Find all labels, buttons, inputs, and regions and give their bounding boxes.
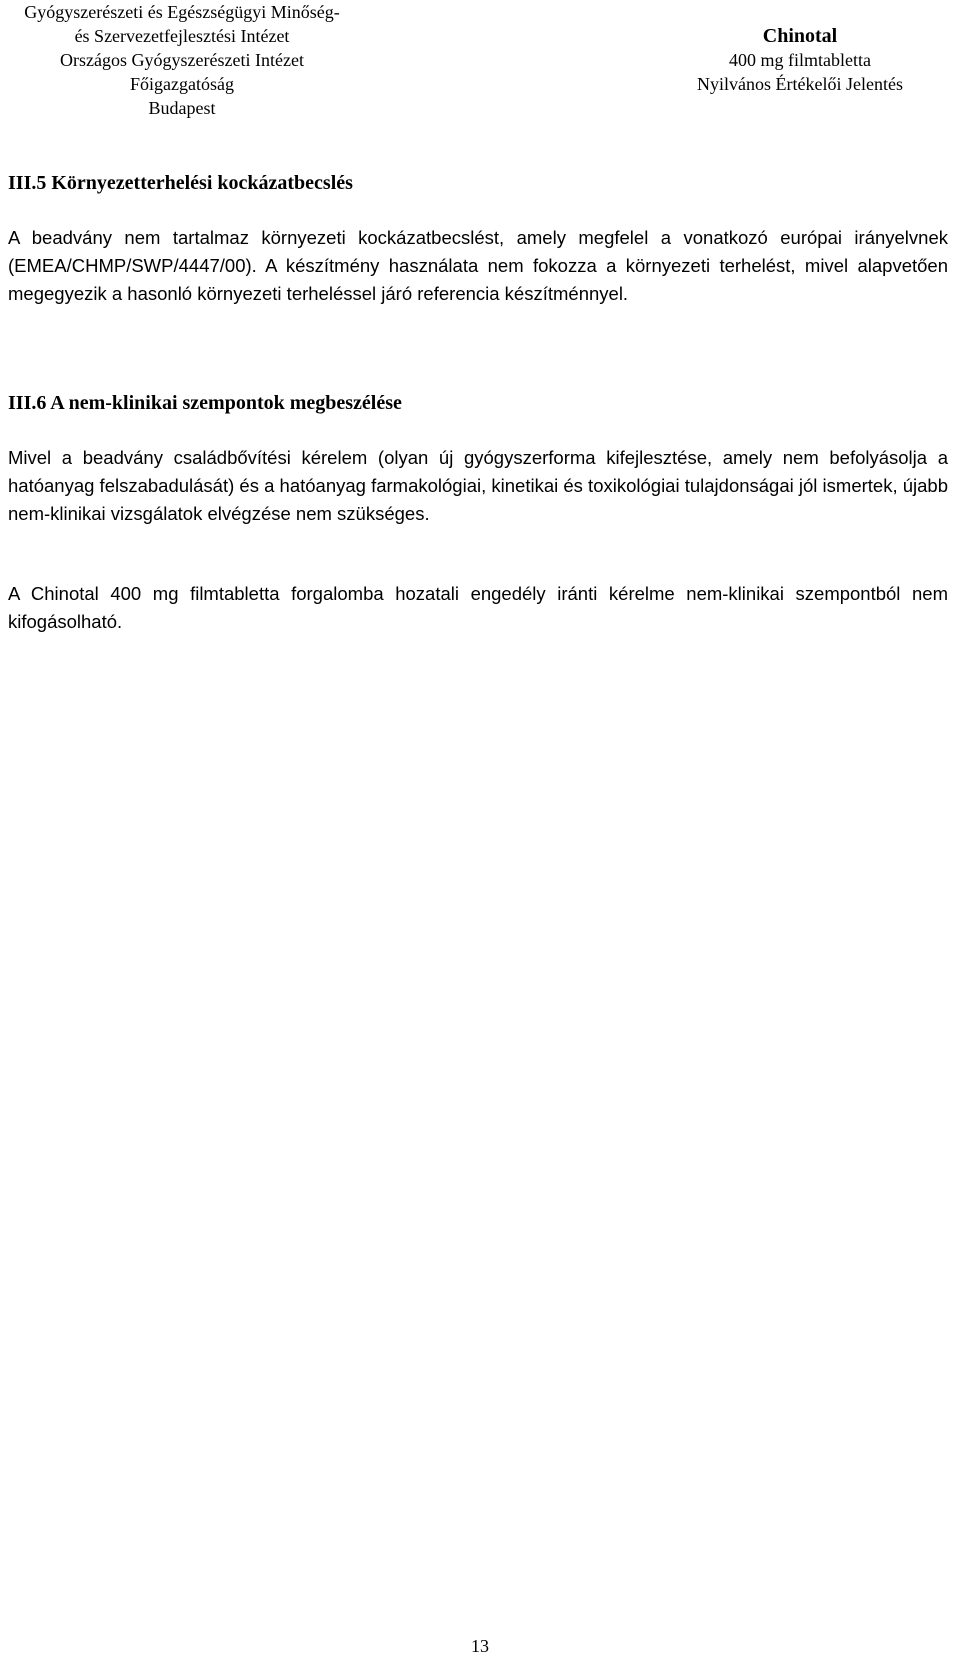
section-3-5-body: A beadvány nem tartalmaz környezeti kockázatbecslést, amely megfelel a vonatkozó európai irányelvnek (EMEA/CHMP/SWP/4447/00). A készítmény használata nem fokozza a környezeti terhelést, mivel alapvetően megegyezik a hasonló környezeti terheléssel járó referencia készítménnyel. (8, 227, 948, 304)
section-3-5-title: III.5 Környezetterhelési kockázatbecslés (8, 172, 353, 194)
section-3-6-body-1: Mivel a beadvány családbővítési kérelem (olyan új gyógyszerforma kifejlesztése, amely nem befolyásolja a hatóanyag felszabadulását) és a hatóanyag farmakológiai, kinetikai és toxikológiai tulajdonságai jól ismertek, újabb nem-klinikai vizsgálatok elvégzése nem szükséges. (8, 447, 948, 524)
header-product (650, 24, 950, 96)
product-name: Chinotal (762, 25, 838, 47)
header-institution (2, 0, 362, 120)
section-3-6-body-2: A Chinotal 400 mg filmtabletta forgalomba hozatali engedély iránti kérelme nem-klinikai szempontból nem kifogásolható. (8, 583, 948, 632)
report-type: Nyilvános Értékelői Jelentés (697, 74, 903, 94)
product-form: 400 mg filmtabletta (729, 50, 871, 70)
page-number: 13 (471, 1636, 489, 1656)
institution-line-3: Országos Gyógyszerészeti Intézet (60, 50, 304, 70)
section-3-6-title: III.6 A nem-klinikai szempontok megbeszélése (8, 392, 402, 414)
institution-line-2: és Szervezetfejlesztési Intézet (74, 26, 290, 46)
institution-line-5: Budapest (148, 98, 216, 118)
institution-line-4: Főigazgatóság (130, 74, 234, 94)
institution-line-1: Gyógyszerészeti és Egészségügyi Minőség- (24, 2, 340, 22)
